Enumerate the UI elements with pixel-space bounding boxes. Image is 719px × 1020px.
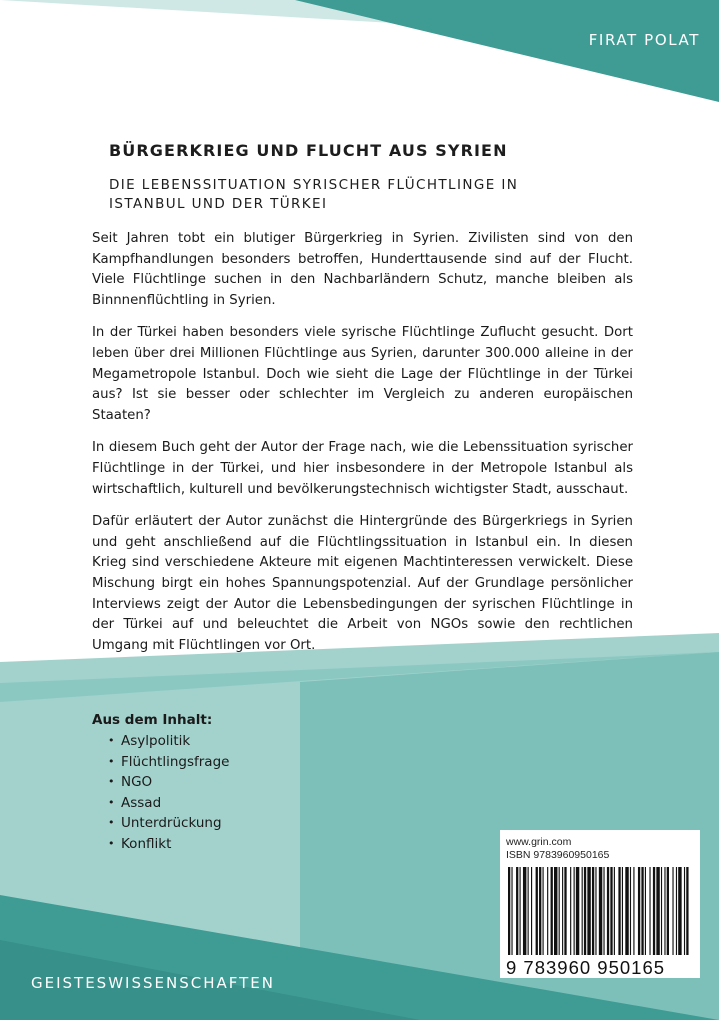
contents-item: • Assad	[108, 793, 392, 814]
blurb	[92, 229, 633, 668]
contents-item: • Asylpolitik	[108, 731, 392, 752]
barcode-image	[506, 867, 690, 955]
category-label: GEISTESWISSENSCHAFTEN	[31, 974, 275, 992]
isbn-label: ISBN 9783960950165	[506, 849, 610, 861]
blurb-paragraph: Dafür erläutert der Autor zunächst die Hintergründe des Bürgerkriegs in Syrien und geht anschließend auf die Flüchtlingssituation in Istanbul ein. In diesen Krieg sind verschiedene Akteure mit eigenen Machtinteressen verwickelt. Diese Mischung birgt ein hohes Spannungspotenzial. Auf der Grundlage persönlicher Interviews zeigt der Autor die Lebensbedingungen der syrischen Flüchtlinge in der Türkei auf und beleuchtet die Arbeit von NGOs sowie den rechtlichen Umgang mit Flüchtlingen vor Ort.	[92, 514, 633, 653]
blurb-paragraph: In der Türkei haben besonders viele syrische Flüchtlinge Zuflucht gesucht. Dort leben über drei Millionen Flüchtlinge aus Syrien, darunter 300.000 alleine in der Megametropole Istanbul. Doch wie sieht die Lage der Flüchtlinge in der Türkei aus? Ist sie besser oder schlechter im Vergleich zu anderen europäischen Staaten?	[92, 325, 633, 423]
contents-item: • Unterdrückung	[108, 813, 392, 834]
book-title: BÜRGERKRIEG UND FLUCHT AUS SYRIEN	[109, 141, 508, 160]
contents-item: • Konflikt	[108, 834, 392, 855]
book-subtitle: DIE LEBENSSITUATION SYRISCHER FLÜCHTLINGE IN ISTANBUL UND DER TÜRKEI	[109, 177, 519, 212]
author-name: FIRAT POLAT	[588, 31, 700, 49]
blurb-paragraph: In diesem Buch geht der Autor der Frage nach, wie die Lebenssituation syrischer Flüchtlinge in der Türkei, und hier insbesondere in der Metropole Istanbul als wirtschaftlich, kulturell und bevölkerungstechnisch wichtigster Stadt, ausschaut.	[92, 440, 633, 497]
contents-heading: Aus dem Inhalt:	[92, 712, 213, 728]
barcode-block	[506, 836, 696, 979]
barcode-number: 9 783960 950165	[506, 957, 666, 978]
publisher-url: www.grin.com	[506, 836, 572, 848]
contents-list	[92, 712, 392, 854]
blurb-paragraph: Seit Jahren tobt ein blutiger Bürgerkrieg in Syrien. Zivilisten sind von den Kampfhandlungen besonders betroffen, Hunderttausende sind auf der Flucht. Viele Flüchtlinge suchen in den Nachbarländern Schutz, manche bleiben als Binnnenflüchtling in Syrien.	[92, 231, 633, 308]
contents-item: • NGO	[108, 772, 392, 793]
contents-item: • Flüchtlingsfrage	[108, 752, 392, 773]
